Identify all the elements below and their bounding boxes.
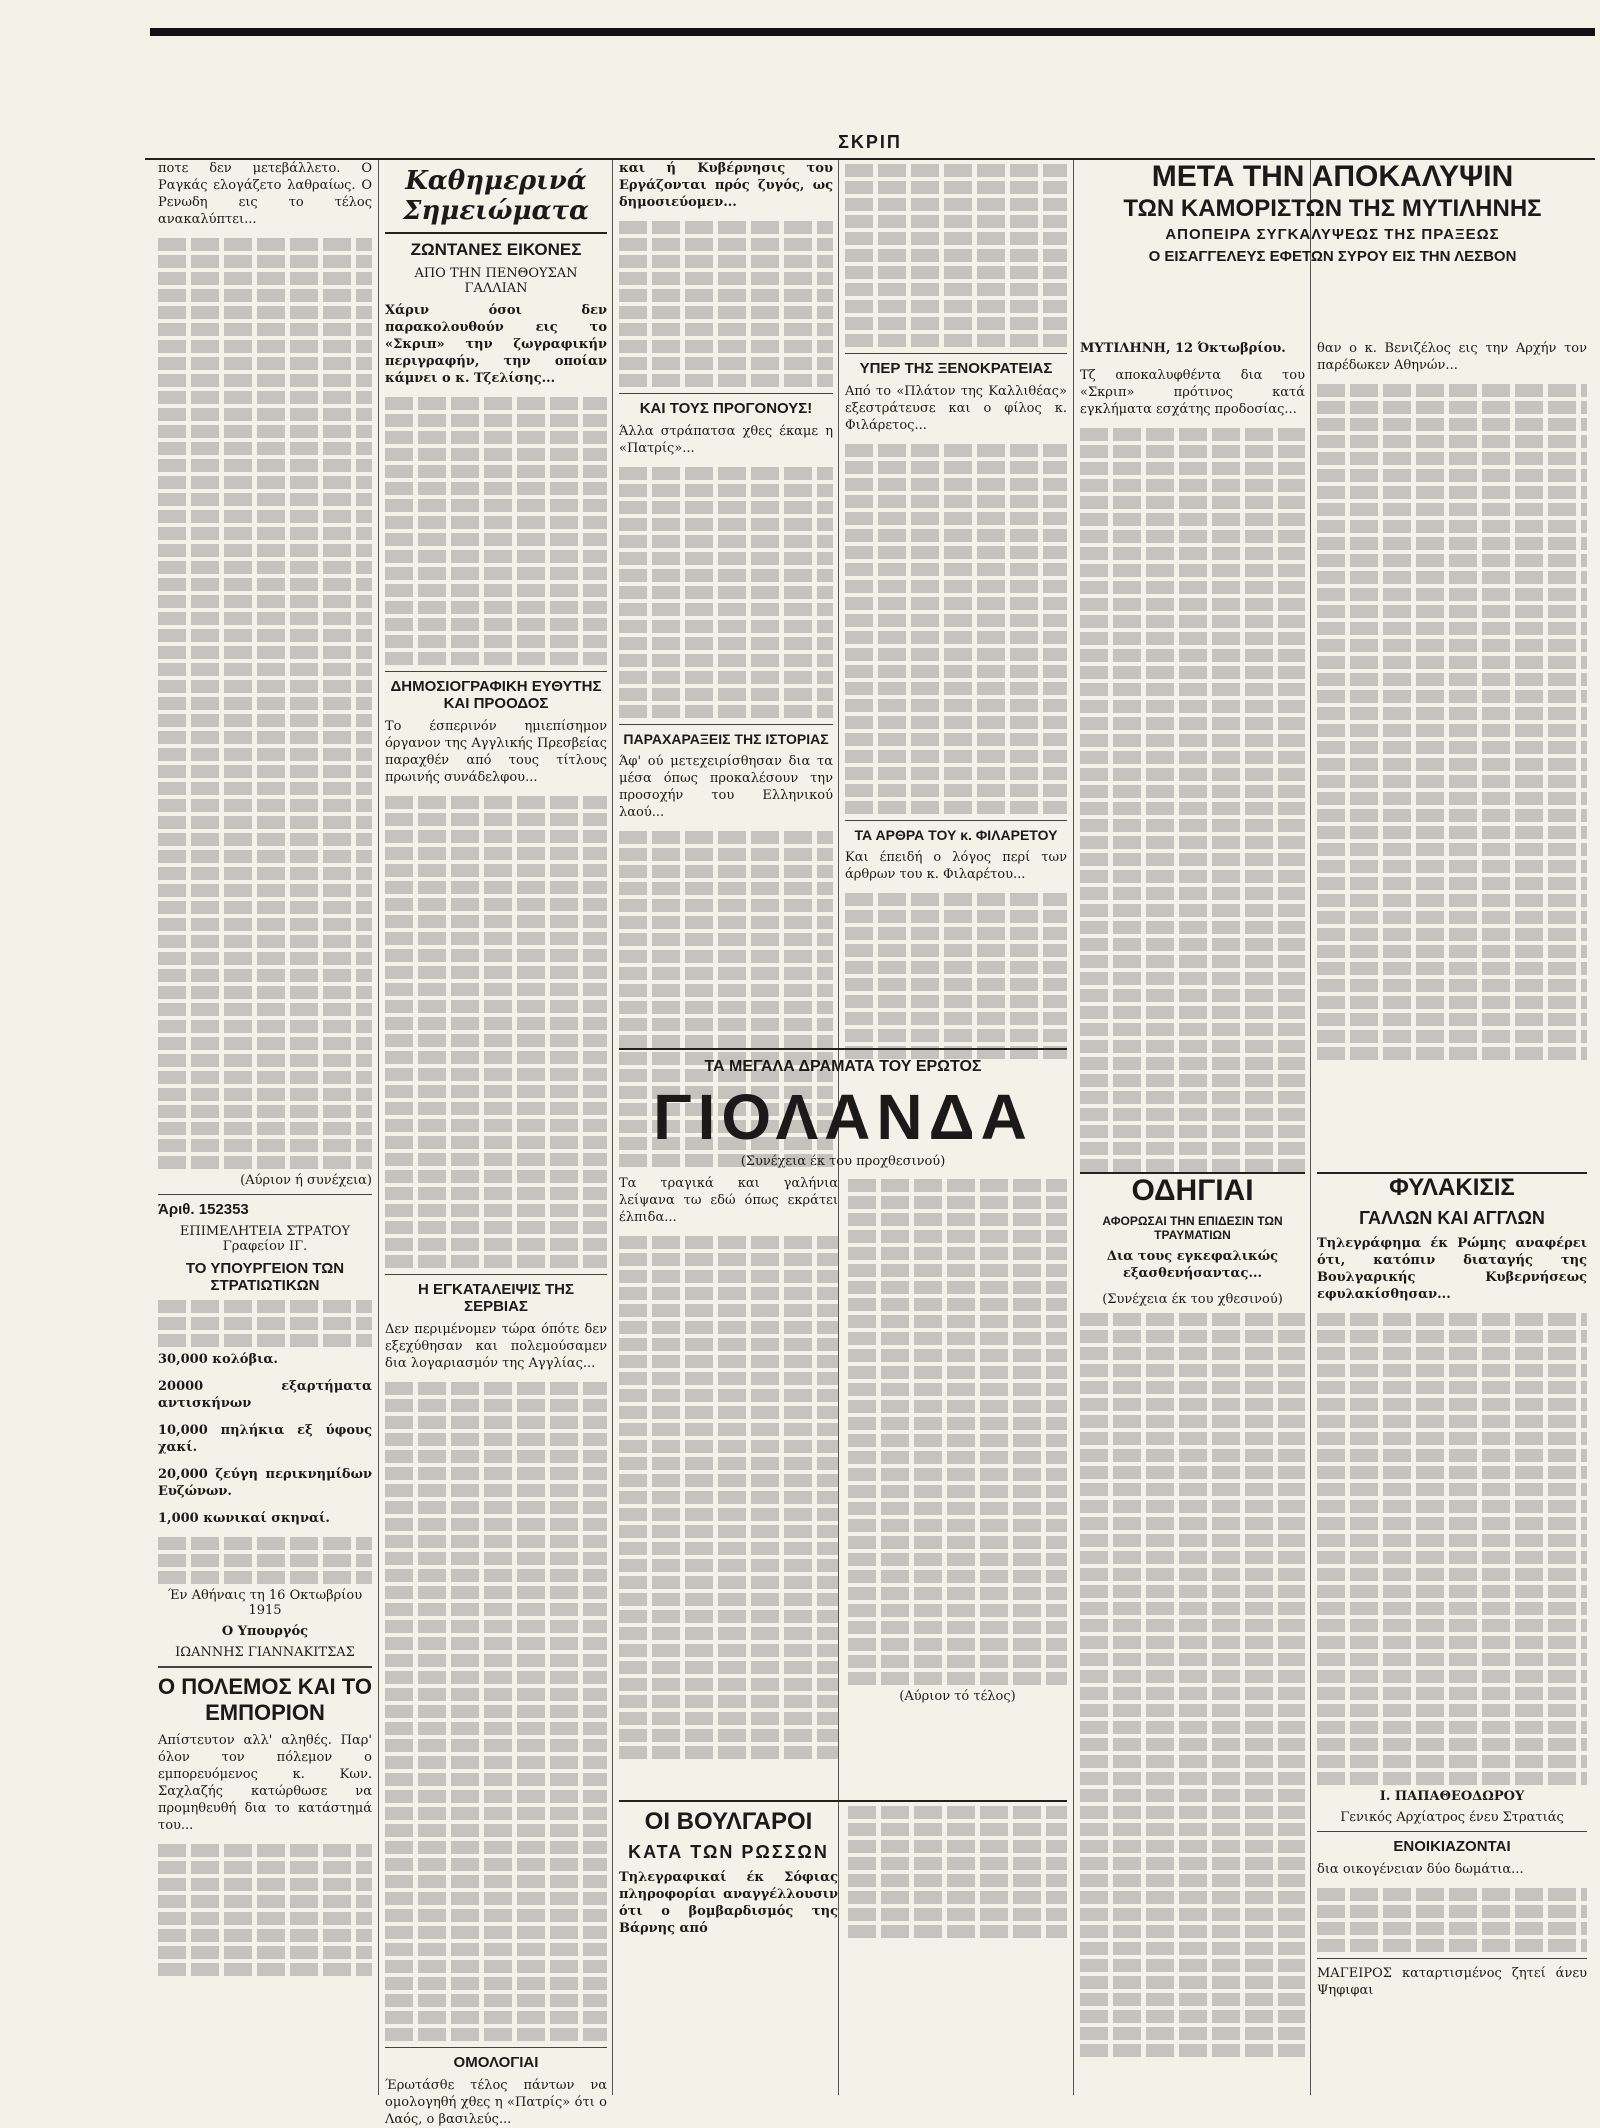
guides-subtitle: ΑΦΟΡΩΣΑΙ ΤΗΝ ΕΠΙΔΕΣΙΝ ΤΩΝ ΤΡΑΥΜΑΤΙΩΝ: [1102, 1214, 1283, 1242]
ad-item: 10,000 πηλήκια εξ ύφους χακί.: [158, 1423, 372, 1455]
living-images-subtitle: ΑΠΟ ΤΗΝ ΠΕΝΘΟΥΣΑΝ ΓΑΛΛΙΑΝ: [414, 266, 578, 296]
history-text: Άφ' ού μετεχειρίσθησαν δια τα μέσα όπως προκαλέσουν την προσοχήν του Ελληνικού λαού...: [619, 754, 833, 820]
yolanda-serial: [619, 1048, 1067, 1795]
rent-text: δια οικογένειαν δύο δωμάτια...: [1317, 1862, 1524, 1877]
arrest-text: Τηλεγράφημα έκ Ρώμης αναφέρει ότι, κατόπιν διαταγής της Βουλγαρικής Κυβερνήσεως εφυλακίσθησαν...: [1317, 1236, 1587, 1302]
filaretos-title: ΤΑ ΑΡΘΡΑ ΤΟΥ κ. ΦΙΛΑΡΕΤΟΥ: [854, 827, 1058, 843]
journalism-title: ΔΗΜΟΣΙΟΓΡΑΦΙΚΗ ΕΥΘΥΤΗΣ ΚΑΙ ΠΡΟΟΔΟΣ: [390, 678, 602, 712]
guides-text: Δια τους εγκεφαλικώς εξασθενήσαντας...: [1106, 1249, 1279, 1281]
guides-article: [1080, 1172, 1305, 2094]
ad-item: 30,000 κολόβια.: [158, 1352, 278, 1367]
column-6: [1317, 340, 1587, 1165]
ad-number: Άριθ. 152353: [158, 1201, 249, 1218]
mytilene-head-1: ΜΕΤΑ ΤΗΝ ΑΠΟΚΑΛΥΨΙΝ: [1151, 160, 1514, 193]
ancestors-title: ΚΑΙ ΤΟΥΣ ΠΡΟΓΟΝΟΥΣ!: [639, 400, 813, 417]
war-commerce-text: Απίστευτον αλλ' αληθές. Παρ' όλον τον πόλεμον ο εμπορευόμενος κ. Κων. Σαχλαζής κατώρθωσε να προμηθευθή δια το κατάστημά του...: [158, 1733, 372, 1833]
column-rule: [612, 160, 613, 2095]
column-rule: [1073, 160, 1074, 2095]
ad-item: 20,000 ζεύγη περικνημίδων Ευζώνων.: [158, 1467, 372, 1499]
ad-sign-name: ΙΩΑΝΝΗΣ ΓΙΑΝΝΑΚΙΤΣΑΣ: [175, 1645, 355, 1660]
sign-role: Γενικός Αρχίατρος ένευ Στρατιάς: [1340, 1810, 1564, 1825]
arrest-subtitle: ΓΑΛΛΩΝ ΚΑΙ ΑΓΓΛΩΝ: [1359, 1208, 1545, 1228]
ad-title: ΤΟ ΥΠΟΥΡΓΕΙΟΝ ΤΩΝ ΣΤΡΑΤΙΩΤΙΚΩΝ: [185, 1260, 345, 1294]
masthead-title: ΣΚΡΙΠ: [838, 132, 902, 152]
column-rule: [378, 160, 379, 2095]
war-commerce-title: Ο ΠΟΛΕΜΟΣ ΚΑΙ ΤΟ ΕΜΠΟΡΙΟΝ: [158, 1674, 372, 1725]
bulgarians-text: Τηλεγραφικαί έκ Σόφιας πληροφορίαι αναγγέλλουσιν ότι ο βομβαρδισμός της Βάρνης από: [619, 1870, 838, 1936]
yolanda-text: Τα τραγικά και γαλήνια λείψανα τω εδώ όπως εκράτει έλπιδα...: [619, 1176, 838, 1225]
mytilene-text-cont: θαν ο κ. Βενιζέλος εις την Αρχήν τον παρέδωκεν Αθηνών...: [1317, 341, 1587, 373]
mytilene-head-2: ΤΩΝ ΚΑΜΟΡΙΣΤΩΝ ΤΗΣ ΜΥΤΙΛΗΝΗΣ: [1123, 195, 1542, 222]
rent-title: ΕΝΟΙΚΙΑΖΟΝΤΑΙ: [1393, 1838, 1511, 1855]
serbia-text: Δεν περιμένομεν τώρα όπότε δεν εξεχύθησαν και πολεμούσαμεν δια λογαριασμόν της Αγγλίας...: [385, 1322, 607, 1371]
ad-item: 1,000 κωνικαί σκηναί.: [158, 1511, 330, 1526]
top-rule: [150, 28, 1595, 36]
continuation-note: (Αύριον ή συνέχεια): [240, 1173, 372, 1188]
living-images-text: Χάριν όσοι δεν παρακολουθούν εις το «Σκριπ» την ζωγραφικήν περιγραφήν, την οποίαν κάμνει ο κ. Τζελίσης...: [385, 303, 607, 386]
sign-name: Ι. ΠΑΠΑΘΕΟΔΩΡΟΥ: [1379, 1789, 1525, 1804]
column-5: [1080, 340, 1305, 1165]
masthead: [145, 118, 1595, 160]
confessions-title: ΟΜΟΛΟΓΙΑΙ: [453, 2054, 539, 2071]
ad-sign-role: Ο Υπουργός: [221, 1624, 309, 1639]
cook-ad: ΜΑΓΕΙΡΟΣ καταρτισμένος ζητεί άνευ Ψηφιφαι: [1317, 1966, 1587, 1998]
mytilene-dateline: ΜΥΤΙΛΗΝΗ, 12 Όκτωβρίου.: [1080, 341, 1286, 356]
guides-continuation: (Συνέχεια έκ του χθεσινού): [1102, 1292, 1283, 1307]
mytilene-header: [1080, 160, 1585, 335]
foreign-rule-text: Από το «Πλάτον της Καλλιθέας» εξεστράτευσε και ο φίλος κ. Φιλάρετος...: [845, 384, 1067, 433]
mytilene-text: Τζ αποκαλυφθέντα δια του «Σκριπ» πρότινος κατά εγκλήματα εσχάτης προδοσίας...: [1080, 368, 1305, 417]
journalism-text: Το έσπερινόν ημιεπίσημον όργανον της Αγγλικής Πρεσβείας παραχθέν από τους τίτλους πρωινής συνάδελφου...: [385, 719, 607, 785]
column-1: [158, 160, 372, 2095]
foreign-rule-title: ΥΠΕΡ ΤΗΣ ΞΕΝΟΚΡΑΤΕΙΑΣ: [859, 360, 1053, 377]
bulgarians-title: ΟΙ ΒΟΥΛΓΑΡΟΙ: [644, 1808, 813, 1835]
bulgarians-article: [619, 1800, 1067, 2092]
living-images-title: ΖΩΝΤΑΝΕΣ ΕΙΚΟΝΕΣ: [410, 240, 582, 259]
filaretos-text: Και έπειδή ο λόγος περί των άρθρων του κ. Φιλαρέτου...: [845, 850, 1067, 882]
ad-sign-date: Έν Αθήναις τη 16 Οκτωβρίου 1915: [167, 1588, 363, 1618]
ad-organization: ΕΠΙΜΕΛΗΤΕΙΑ ΣΤΡΑΤΟΥ Γραφείον ΙΓ.: [179, 1224, 351, 1254]
column-2: [385, 160, 607, 2127]
column-rule: [1310, 160, 1311, 2095]
mytilene-head-4: Ο ΕΙΣΑΓΓΕΛΕΥΣ ΕΦΕΤΩΝ ΣΥΡΟΥ ΕΙΣ ΤΗΝ ΛΕΣΒΟΝ: [1148, 248, 1517, 265]
column-3: [619, 160, 833, 1040]
confessions-text: Έρωτάσθε τέλος πάντων να ομολογηθή χθες η «Πατρίς» ότι ο Λαός, ο βασιλεύς...: [385, 2078, 607, 2127]
yolanda-kicker: ΤΑ ΜΕΓΑΛΑ ΔΡΑΜΑΤΑ ΤΟΥ ΕΡΩΤΟΣ: [704, 1058, 982, 1075]
bulgarians-subtitle: ΚΑΤΑ ΤΩΝ ΡΩΣΣΩΝ: [628, 1842, 829, 1862]
serbia-title: Η ΕΓΚΑΤΑΛΕΙΨΙΣ ΤΗΣ ΣΕΡΒΙΑΣ: [418, 1281, 574, 1315]
history-title: ΠΑΡΑΧΑΡΑΞΕΙΣ ΤΗΣ ΙΣΤΟΡΙΑΣ: [623, 731, 829, 747]
daily-notes-title: Καθημερινά Σημειώματα: [385, 166, 607, 234]
ancestors-text: Άλλα στράπατσα χθες έκαμε η «Πατρίς»...: [619, 424, 833, 456]
arrest-title: ΦΥΛΑΚΙΣΙΣ: [1389, 1174, 1515, 1201]
serial-intro: ποτε δεν μετεβάλλετο. Ο Ραγκάς ελογάζετο λαθραίως. Ο Ρενωδη εις το τέλος ανακαλύπτει...: [158, 161, 372, 227]
guides-title: ΟΔΗΓΙΑΙ: [1131, 1174, 1254, 1207]
column-4: [845, 160, 1067, 1040]
mytilene-head-3: ΑΠΟΠΕΙΡΑ ΣΥΓΚΑΛΥΨΕΩΣ ΤΗΣ ΠΡΑΞΕΩΣ: [1165, 226, 1500, 243]
yolanda-end-note: (Αύριον τό τέλος): [899, 1689, 1016, 1704]
arrest-article: [1317, 1172, 1587, 2094]
yolanda-title: ΓΙΟΛΑΝΔΑ: [653, 1081, 1033, 1153]
col3-top-text: και ή Κυβέρνησις του Εργάζονται πρός ζυγός, ως δημοσιεύομεν...: [619, 161, 833, 210]
yolanda-continuation: (Συνέχεια έκ του προχθεσινού): [740, 1154, 946, 1169]
ad-item: 20000 εξαρτήματα αντισκήνων: [158, 1379, 372, 1411]
